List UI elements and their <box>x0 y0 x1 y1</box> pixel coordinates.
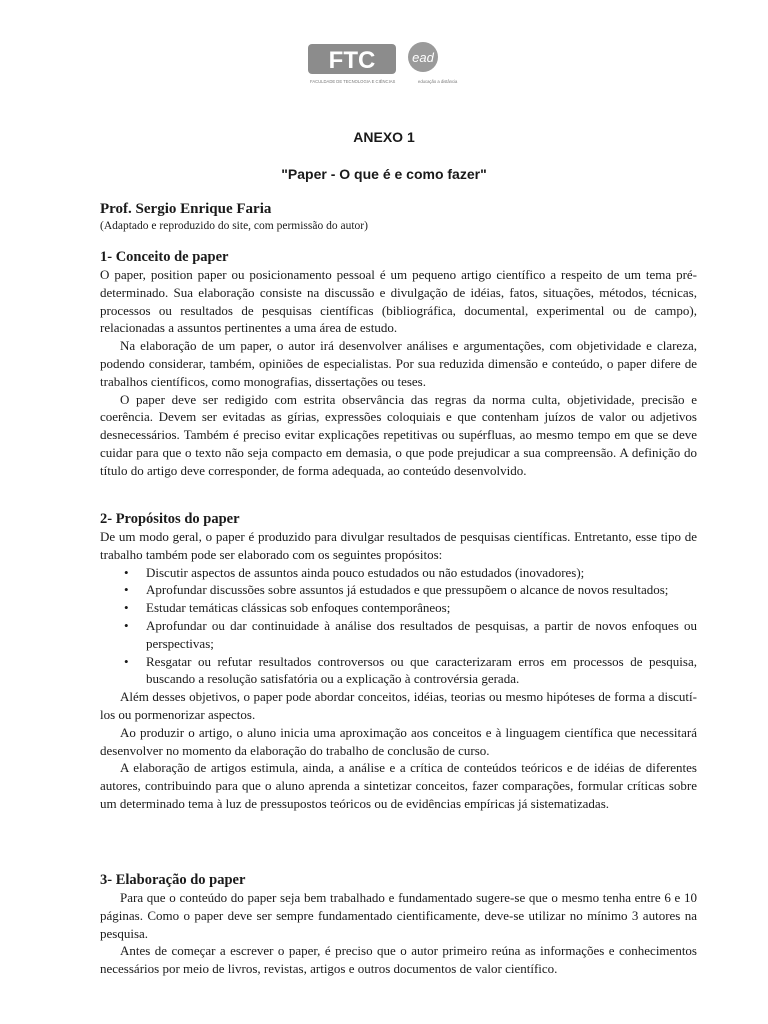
section-purposes <box>100 511 697 813</box>
list-item: • Aprofundar ou dar continuidade à análise dos resultados de pesquisas, a partir de novos enfoques ou perspectivas; <box>146 617 697 653</box>
list-item: • Discutir aspectos de assuntos ainda pouco estudados ou não estudados (inovadores); <box>146 564 697 582</box>
section-concept <box>100 249 697 480</box>
purposes-list <box>100 564 697 689</box>
list-item: • Resgatar ou refutar resultados controversos ou que caracterizaram erros em processos de pesquisa, buscando a resolução satisfatória ou a explicação à controvérsia gerada. <box>146 653 697 689</box>
author-name: Prof. Sergio Enrique Faria <box>100 201 272 217</box>
logo-badge: ead <box>412 50 434 65</box>
logo-sub: FACULDADE DE TECNOLOGIA E CIÊNCIAS <box>310 79 396 84</box>
paragraph: Para que o conteúdo do paper seja bem trabalhado e fundamentado sugere-se que o mesmo tenha entre 6 e 10 páginas. Como o paper deve ser sempre fundamentado cientificamente, deve-se utilizar no mínimo 3 autores na pesquisa. <box>100 890 697 941</box>
paragraph: O paper deve ser redigido com estrita observância das regras da norma culta, objetividade, precisão e coerência. Devem ser evitadas as gírias, expressões coloquiais e que contenham juízos de valor ou adjetivos desnecessários. Também é preciso evitar explicações repetitivas ou supérfluas, ao mesmo tempo em que se deve cuidar para que o texto não seja compacto em demasia, o que pode prejudicar a sua compreensão. A definição do título do artigo deve corresponder, de forma adequada, ao conteúdo desenvolvido. <box>100 391 697 478</box>
list-item: • Estudar temáticas clássicas sob enfoques contemporâneos; <box>146 599 697 617</box>
paragraph: Além desses objetivos, o paper pode abordar conceitos, idéias, teorias ou mesmo hipóteses de forma a discutí-los ou pormenorizar aspectos. <box>100 689 697 722</box>
annex-title: ANEXO 1 <box>353 129 415 145</box>
section-heading: 1- Conceito de paper <box>100 249 229 265</box>
section-heading: 3- Elaboração do paper <box>100 872 246 888</box>
paragraph: De um modo geral, o paper é produzido para divulgar resultados de pesquisas científicas. Entretanto, esse tipo de trabalho também pode ser elaborado com os seguintes propósitos: <box>100 529 697 562</box>
document-title: "Paper - O que é e como fazer" <box>281 166 487 182</box>
paragraph: Ao produzir o artigo, o aluno inicia uma aproximação aos conceitos e à linguagem científica que necessitará desenvolver no momento da elaboração do trabalho de conclusão de curso. <box>100 724 697 758</box>
author-note: (Adaptado e reproduzido do site, com permissão do autor) <box>100 220 368 232</box>
section-heading: 2- Propósitos do paper <box>100 511 240 527</box>
logo-badge-sub: educação a distância <box>418 79 458 84</box>
paragraph: Na elaboração de um paper, o autor irá desenvolver análises e argumentações, com objetividade e clareza, podendo considerar, também, opiniões de especialistas. Por sua reduzida dimensão e conteúdo, o paper difere de trabalhos científicos, como monografias, dissertações ou teses. <box>100 338 697 389</box>
paragraph: O paper, position paper ou posicionamento pessoal é um pequeno artigo científico a respeito de um tema pré-determinado. Sua elaboração consiste na discussão e divulgação de idéias, fatos, situações, métodos, técnicas, processos ou resultados de pesquisas científicas (bibliográfica, documental, experimental ou de campo), relacionadas a assuntos pertinentes a uma área de estudo. <box>100 267 697 336</box>
list-item: • Aprofundar discussões sobre assuntos já estudados e que pressupõem o alcance de novos resultados; <box>146 581 697 599</box>
ftc-ead-logo <box>306 40 466 88</box>
paragraph: Antes de começar a escrever o paper, é preciso que o autor primeiro reúna as informações e conhecimentos necessários por meio de livros, revistas, artigos e outros documentos de valor científico. <box>100 943 697 977</box>
paragraph: A elaboração de artigos estimula, ainda, a análise e a crítica de conteúdos teóricos e de idéias de diferentes autores, contribuindo para que o aluno aprenda a sintetizar conceitos, fazer comparações, formular críticas sobre um determinado tema à luz de pressupostos teóricos ou de evidências empíricas já sistematizadas. <box>100 760 697 811</box>
section-elaboration <box>100 872 697 978</box>
logo-brand: FTC <box>328 47 376 74</box>
